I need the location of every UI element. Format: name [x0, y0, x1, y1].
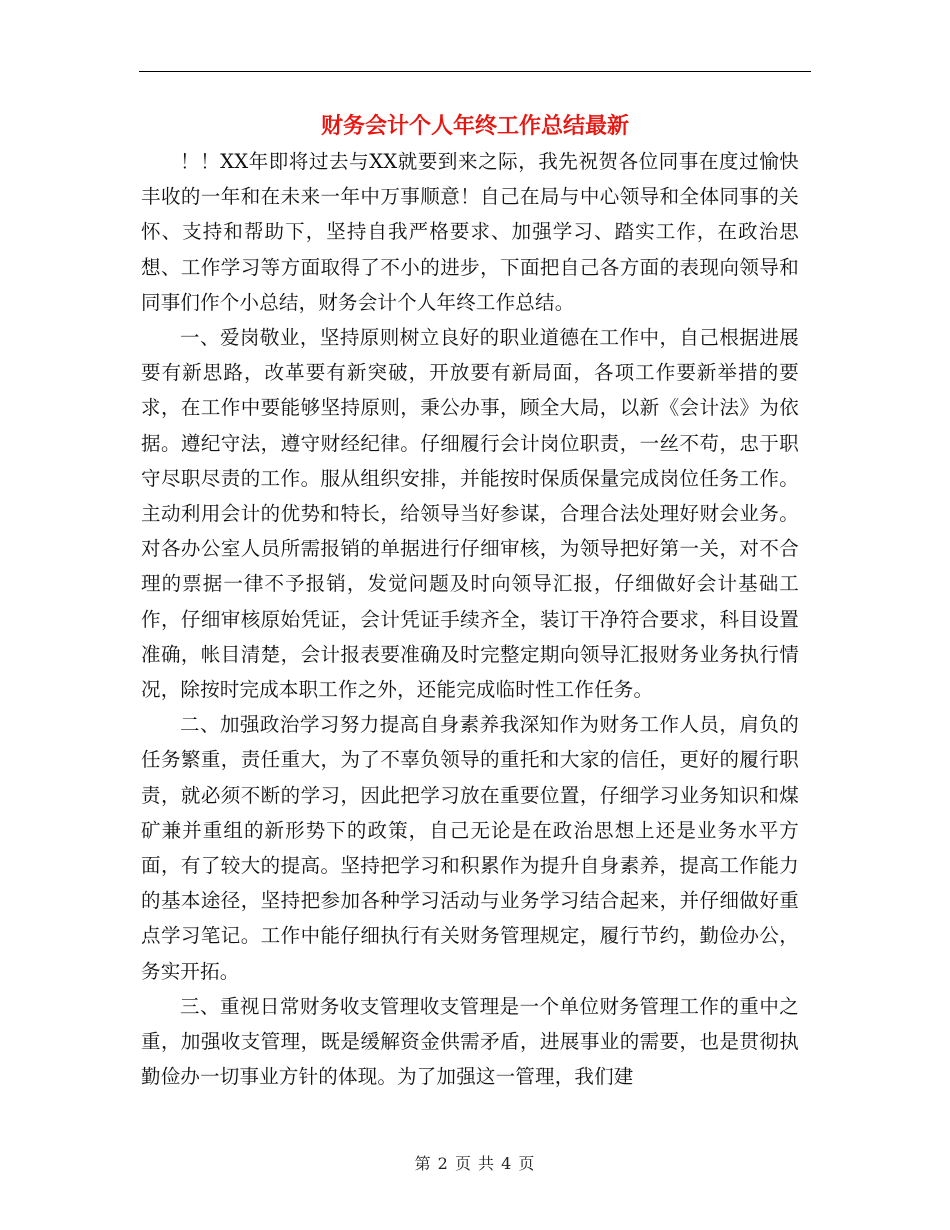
document-body [141, 144, 799, 1094]
document-title: 财务会计个人年终工作总结最新 [320, 113, 629, 139]
paragraph-section-2: 二、加强政治学习努力提高自身素养我深知作为财务工作人员，肩负的任务繁重，责任重大，为了不辜负领导的重托和大家的信任，更好的履行职责，就必须不断的学习，因此把学习放在重要位置，仔细学习业务知识和煤矿兼并重组的新形势下的政策，自己无论是在政治思想上还是业务水平方面，有了较大的提高。坚持把学习和积累作为提升自身素养，提高工作能力的基本途径，坚持把参加各种学习活动与业务学习结合起来，并仔细做好重点学习笔记。工作中能仔细执行有关财务管理规定，履行节约，勤俭办公，务实开拓。 [141, 713, 799, 983]
header-rule [139, 71, 811, 72]
paragraph-section-3: 三、重视日常财务收支管理收支管理是一个单位财务管理工作的重中之重，加强收支管理，既是缓解资金供需矛盾，进展事业的需要，也是贯彻执勤俭办一切事业方针的体现。为了加强这一管理，我们建 [141, 994, 799, 1089]
paragraph-section-1: 一、爱岗敬业，坚持原则树立良好的职业道德在工作中，自己根据进展要有新思路，改革要有新突破，开放要有新局面，各项工作要新举措的要求，在工作中要能够坚持原则，秉公办事，顾全大局，以新《会计法》为依据。遵纪守法，遵守财经纪律。仔细履行会计岗位职责，一丝不苟，忠于职守尽职尽责的工作。服从组织安排，并能按时保质保量完成岗位任务工作。主动利用会计的优势和特长，给领导当好参谋，合理合法处理好财会业务。对各办公室人员所需报销的单据进行仔细审核，为领导把好第一关，对不合理的票据一律不予报销，发觉问题及时向领导汇报，仔细做好会计基础工作，仔细审核原始凭证，会计凭证手续齐全，装订干净符合要求，科目设置准确，帐目清楚，会计报表要准确及时完整定期向领导汇报财务业务执行情况，除按时完成本职工作之外，还能完成临时性工作任务。 [141, 326, 799, 702]
paragraph-intro: ！！XX年即将过去与XX就要到来之际，我先祝贺各位同事在度过愉快丰收的一年和在未来一年中万事顺意！自己在局与中心领导和全体同事的关怀、支持和帮助下，坚持自我严格要求、加强学习、踏实工作，在政治思想、工作学习等方面取得了不小的进步，下面把自己各方面的表现向领导和同事们作个小总结，财务会计个人年终工作总结。 [141, 150, 799, 314]
page-number: 第 2 页 共 4 页 [414, 1154, 536, 1173]
